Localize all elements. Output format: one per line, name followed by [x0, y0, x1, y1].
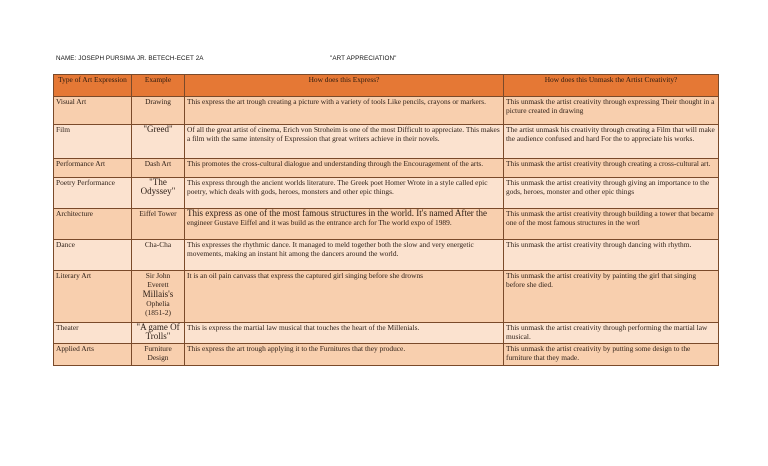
cell-unmask: The artist unmask his creativity through creating a Film that will make the audience confused and hard For the to appreciate his works. [504, 125, 719, 159]
example-line: Ophelia [146, 298, 170, 308]
cell-unmask: This unmask the artist creativity through creating a cross-cultural art. [504, 159, 719, 178]
cell-unmask: This unmask the artist creativity through performing the martial law musical. [504, 323, 719, 344]
example-line: Design [147, 353, 169, 363]
table-row [54, 125, 719, 159]
example-line: Sir John [145, 271, 171, 280]
cell-example: "A game Of Trolls" [132, 323, 185, 344]
cell-express [185, 209, 504, 240]
column-header-type: Type of Art Expression [54, 75, 132, 97]
cell-type: Dance [54, 240, 132, 271]
cell-example: Dash Art [132, 159, 185, 178]
table-header-row [54, 75, 719, 97]
column-header-express: How does this Express? [185, 75, 504, 97]
cell-type: Applied Arts [54, 344, 132, 366]
subject-title: "ART APPRECIATION" [330, 55, 397, 62]
table-row [54, 209, 719, 240]
cell-express: This express through the ancient worlds literature. The Greek poet Homer Wrote in a style called epic poetry, which deals with gods, heroes, monsters and other epic things. [185, 178, 504, 209]
table-row [54, 240, 719, 271]
column-header-example: Example [132, 75, 185, 97]
cell-unmask: This unmask the artist creativity by painting the girl that singing before she died. [504, 271, 719, 323]
cell-express: This express the art trough applying it to the Furnitures that they produce. [185, 344, 504, 366]
cell-type: Poetry Performance [54, 178, 132, 209]
table-row [54, 271, 719, 323]
express-rest-text: engineer Gustave Eiffel and it was build as the entrance arch for The world expo of 1989. [187, 218, 452, 228]
table-row [54, 97, 719, 125]
cell-express: It is an oil pain canvass that express the captured girl singing before she drowns [185, 271, 504, 323]
cell-express: This is express the martial law musical that touches the heart of the Millenials. [185, 323, 504, 344]
cell-example [132, 344, 185, 366]
cell-example: "The Odyssey" [132, 178, 185, 209]
example-line: Furniture [144, 344, 172, 353]
cell-type: Performance Art [54, 159, 132, 178]
cell-example: "Greed" [132, 125, 185, 159]
cell-type: Theater [54, 323, 132, 344]
cell-type: Literary Art [54, 271, 132, 323]
column-header-unmask: How does this Unmask the Artist Creativity? [504, 75, 719, 97]
example-line: Millais's [142, 288, 174, 299]
cell-unmask: This unmask the artist creativity through building a tower that became one of the most famous structures in the worl [504, 209, 719, 240]
cell-example [132, 271, 185, 323]
cell-type: Film [54, 125, 132, 159]
example-line: (1851-2) [145, 308, 171, 318]
student-name: NAME: JOSEPH PURSIMA JR. BETECH-ECET 2A [56, 55, 204, 62]
table-row [54, 344, 719, 366]
cell-unmask: This unmask the artist creativity through giving an importance to the gods, heroes, monster and other epic things [504, 178, 719, 209]
table-row [54, 323, 719, 344]
cell-express: Of all the great artist of cinema, Erich von Stroheim is one of the most Difficult to appreciate. This makes a film with the same intensity of Expression that great writers achieve in their novels. [185, 125, 504, 159]
cell-example: Cha-Cha [132, 240, 185, 271]
table-row [54, 159, 719, 178]
cell-type: Architecture [54, 209, 132, 240]
cell-example: Eiffel Tower [132, 209, 185, 240]
art-expression-table [53, 74, 719, 366]
cell-express: This promotes the cross-cultural dialogue and understanding through the Encouragement of the arts. [185, 159, 504, 178]
express-lead-text: This express as one of the most famous structures in the world. It's named After the [187, 208, 488, 218]
cell-type: Visual Art [54, 97, 132, 125]
cell-example: Drawing [132, 97, 185, 125]
cell-express: This expresses the rhythmic dance. It managed to meld together both the slow and very energetic movements, making an instant hit among the dancers around the world. [185, 240, 504, 271]
cell-unmask: This unmask the artist creativity by putting some design to the furniture that they made. [504, 344, 719, 366]
cell-unmask: This unmask the artist creativity through expressing Their thought in a picture created in drawing [504, 97, 719, 125]
example-line: Everett [147, 280, 169, 290]
cell-unmask: This unmask the artist creativity through dancing with rhythm. [504, 240, 719, 271]
cell-express: This express the art trough creating a picture with a variety of tools Like pencils, crayons or markers. [185, 97, 504, 125]
table-row [54, 178, 719, 209]
